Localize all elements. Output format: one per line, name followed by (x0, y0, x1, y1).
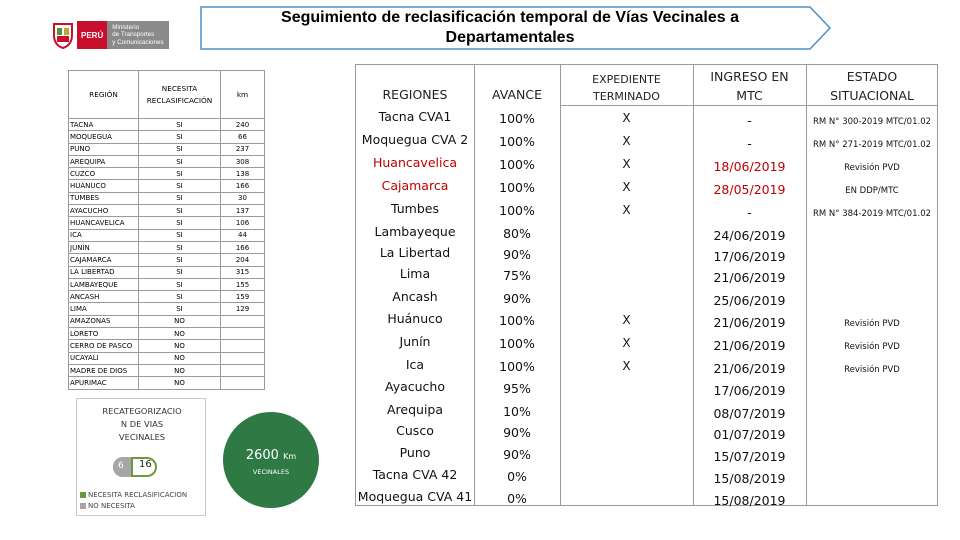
cell-km: 155 (221, 278, 265, 290)
cell-needs: SI (139, 205, 221, 217)
table-row (69, 168, 265, 180)
legend-swatch-no-needs (80, 503, 86, 509)
cell-avance: 0% (507, 491, 527, 506)
cell-estado: Revisión PVD (844, 365, 900, 375)
cell-km: 106 (221, 217, 265, 229)
cell-needs: SI (139, 241, 221, 253)
cell-region: MADRE DE DIOS (69, 364, 139, 376)
col-divider (560, 65, 561, 505)
cell-needs: SI (139, 254, 221, 266)
cell-ingreso: 28/05/2019 (713, 182, 786, 197)
cell-estado: RM N° 271-2019 MTC/01.02 (812, 140, 932, 150)
table-row (69, 315, 265, 327)
table-row (69, 180, 265, 192)
legend-swatch-needs (80, 492, 86, 498)
cell-km: 204 (221, 254, 265, 266)
cell-needs: NO (139, 364, 221, 376)
header-expediente: EXPEDIENTE TERMINADO (592, 73, 661, 103)
cell-ingreso: 18/06/2019 (713, 159, 786, 174)
cell-region: Cusco (396, 423, 434, 438)
cell-ingreso: - (747, 136, 752, 151)
cell-needs: SI (139, 168, 221, 180)
cell-exp: X (622, 359, 631, 373)
total-km-label: VECINALES (252, 468, 290, 476)
table-row (69, 205, 265, 217)
cell-region: CUZCO (69, 168, 139, 180)
cell-avance: 90% (503, 247, 531, 262)
cell-estado: EN DDP/MTC (845, 186, 899, 196)
reclassification-table (68, 70, 265, 390)
cell-region: AMAZONAS (69, 315, 139, 327)
table-row (69, 229, 265, 241)
cell-ingreso: - (747, 113, 752, 128)
cell-ingreso: 08/07/2019 (713, 406, 786, 421)
cell-needs: SI (139, 119, 221, 131)
cell-region: La Libertad (379, 245, 451, 260)
ministry-name: Ministerio de Transportes y Comunicaciones (107, 21, 168, 49)
header-regiones: REGIONES (382, 87, 448, 102)
cell-needs: SI (139, 131, 221, 143)
cell-region: UCAYALI (69, 352, 139, 364)
cell-ingreso: 17/06/2019 (713, 383, 786, 398)
cell-needs: SI (139, 303, 221, 315)
cell-avance: 90% (503, 291, 531, 306)
cell-needs: SI (139, 266, 221, 278)
cell-avance: 75% (503, 268, 531, 283)
total-km-value: 2600 Km (245, 448, 297, 463)
cell-km: 315 (221, 266, 265, 278)
table-row (69, 278, 265, 290)
cell-needs: SI (139, 229, 221, 241)
cell-km (221, 352, 265, 364)
cell-needs: NO (139, 377, 221, 389)
cell-km: 137 (221, 205, 265, 217)
header-needs-reclassification: NECESITA RECLASIFICACIÓN (139, 71, 221, 119)
cell-estado: Revisión PVD (844, 319, 900, 329)
cell-ingreso: 24/06/2019 (713, 228, 786, 243)
cell-km: 129 (221, 303, 265, 315)
cell-ingreso: 15/08/2019 (713, 493, 786, 508)
cell-needs: NO (139, 315, 221, 327)
cell-region: TACNA (69, 119, 139, 131)
cell-exp: X (622, 313, 631, 327)
cell-region: Tacna CVA1 (378, 109, 452, 124)
cell-km (221, 364, 265, 376)
cell-needs: SI (139, 180, 221, 192)
cell-ingreso: 17/06/2019 (713, 249, 786, 264)
cell-avance: 90% (503, 425, 531, 440)
cell-needs: NO (139, 340, 221, 352)
cell-region: LA LIBERTAD (69, 266, 139, 278)
cell-avance: 100% (499, 313, 535, 328)
cell-region: TUMBES (69, 192, 139, 204)
value-needs: 16 (139, 459, 152, 470)
cell-region: Ica (405, 357, 425, 372)
cell-avance: 100% (499, 359, 535, 374)
header-avance: AVANCE (491, 87, 543, 102)
cell-region: Puno (399, 445, 431, 460)
cell-region: Junín (399, 334, 431, 349)
cell-avance: 100% (499, 111, 535, 126)
cell-avance: 90% (503, 447, 531, 462)
cell-needs: SI (139, 155, 221, 167)
cell-km: 308 (221, 155, 265, 167)
cell-region: Arequipa (386, 402, 444, 417)
cell-estado: Revisión PVD (844, 342, 900, 352)
cell-region: Tumbes (391, 201, 439, 216)
cell-km: 237 (221, 143, 265, 155)
table-row (69, 241, 265, 253)
total-km-circle (223, 412, 319, 508)
cell-ingreso: 15/07/2019 (713, 449, 786, 464)
cell-needs: SI (139, 291, 221, 303)
cell-ingreso: 01/07/2019 (713, 427, 786, 442)
cell-needs: SI (139, 217, 221, 229)
table-header-row (69, 71, 265, 119)
peru-badge: PERÚ (77, 21, 107, 49)
cell-region: HUANCAVELICA (69, 217, 139, 229)
cell-exp: X (622, 157, 631, 171)
header-estado: ESTADO SITUACIONAL (830, 69, 914, 103)
cell-km (221, 315, 265, 327)
cell-exp: X (622, 111, 631, 125)
cell-avance: 100% (499, 203, 535, 218)
cell-km (221, 328, 265, 340)
cell-region: Huancavelica (372, 155, 457, 170)
cell-needs: SI (139, 278, 221, 290)
cell-km: 159 (221, 291, 265, 303)
table-row (69, 291, 265, 303)
cell-region: LAMBAYEQUE (69, 278, 139, 290)
cell-region: Ayacucho (385, 379, 445, 394)
table-row (69, 119, 265, 131)
cell-region: LIMA (69, 303, 139, 315)
header-divider (560, 105, 938, 106)
table-row (69, 377, 265, 389)
cell-region: LORETO (69, 328, 139, 340)
cell-region: CAJAMARCA (69, 254, 139, 266)
cell-exp: X (622, 134, 631, 148)
table-row (69, 131, 265, 143)
cell-region: Moquegua CVA 41 (357, 489, 473, 504)
cell-region: CERRO DE PASCO (69, 340, 139, 352)
cell-exp: X (622, 203, 631, 217)
cell-region: HUÁNUCO (69, 180, 139, 192)
cell-needs: SI (139, 143, 221, 155)
cell-region: APURIMAC (69, 377, 139, 389)
cell-ingreso: 21/06/2019 (713, 338, 786, 353)
cell-avance: 0% (507, 469, 527, 484)
ministry-logo (52, 18, 190, 52)
cell-region: AREQUIPA (69, 155, 139, 167)
cell-ingreso: 25/06/2019 (713, 293, 786, 308)
recategorization-title: RECATEGORIZACIO N DE VIAS VECINALES (102, 406, 182, 442)
header-region: REGIÓN (69, 71, 139, 119)
table-row (69, 155, 265, 167)
cell-needs: NO (139, 328, 221, 340)
cell-km: 66 (221, 131, 265, 143)
cell-needs: SI (139, 192, 221, 204)
cell-ingreso: - (747, 205, 752, 220)
cell-region: PUNO (69, 143, 139, 155)
cell-avance: 100% (499, 180, 535, 195)
table-row (69, 364, 265, 376)
cell-avance: 10% (503, 404, 531, 419)
cell-region: ICA (69, 229, 139, 241)
coat-of-arms-icon (52, 21, 74, 49)
cell-region: ANCASH (69, 291, 139, 303)
legend-item-no-needs: NO NECESITA (80, 501, 187, 512)
cell-estado: RM N° 384-2019 MTC/01.02 (812, 209, 932, 219)
cell-region: Cajamarca (381, 178, 449, 193)
cell-avance: 80% (503, 226, 531, 241)
table-row (69, 254, 265, 266)
recategorization-pill-chart (111, 455, 159, 479)
cell-exp: X (622, 180, 631, 194)
cell-ingreso: 21/06/2019 (713, 270, 786, 285)
legend-item-needs: NECESITA RECLASIFICACION (80, 490, 187, 501)
cell-region: Huánuco (387, 311, 443, 326)
recategorization-legend (80, 490, 187, 512)
cell-region: Moquegua CVA 2 (361, 132, 469, 147)
cell-km: 166 (221, 241, 265, 253)
status-table (355, 64, 938, 506)
cell-region: Ancash (392, 289, 438, 304)
cell-avance: 100% (499, 336, 535, 351)
table-row (69, 352, 265, 364)
cell-ingreso: 15/08/2019 (713, 471, 786, 486)
cell-estado: Revisión PVD (844, 163, 900, 173)
cell-region: Lambayeque (374, 224, 456, 239)
cell-km: 138 (221, 168, 265, 180)
col-divider (806, 65, 807, 505)
table-row (69, 143, 265, 155)
header-ingreso: INGRESO EN MTC (710, 69, 789, 103)
cell-avance: 100% (499, 157, 535, 172)
header-km: km (221, 71, 265, 119)
cell-avance: 100% (499, 134, 535, 149)
value-no-needs: 6 (118, 461, 124, 471)
cell-exp: X (622, 336, 631, 350)
cell-km (221, 377, 265, 389)
cell-ingreso: 21/06/2019 (713, 361, 786, 376)
table-row (69, 266, 265, 278)
cell-region: MOQUEGUA (69, 131, 139, 143)
page-title: Seguimiento de reclasificación temporal de Vías Vecinales a Departamentales (281, 9, 739, 46)
table-row (69, 328, 265, 340)
cell-region: JUNÍN (69, 241, 139, 253)
cell-region: Tacna CVA 42 (372, 467, 458, 482)
table-row (69, 192, 265, 204)
cell-region: Lima (399, 266, 431, 281)
table-row (69, 217, 265, 229)
cell-km: 44 (221, 229, 265, 241)
cell-avance: 95% (503, 381, 531, 396)
cell-ingreso: 21/06/2019 (713, 315, 786, 330)
cell-km (221, 340, 265, 352)
cell-region: AYACUCHO (69, 205, 139, 217)
cell-km: 166 (221, 180, 265, 192)
table-row (69, 340, 265, 352)
cell-km: 30 (221, 192, 265, 204)
cell-km: 240 (221, 119, 265, 131)
title-banner (200, 6, 830, 50)
cell-needs: NO (139, 352, 221, 364)
cell-estado: RM N° 300-2019 MTC/01.02 (812, 117, 932, 127)
table-row (69, 303, 265, 315)
